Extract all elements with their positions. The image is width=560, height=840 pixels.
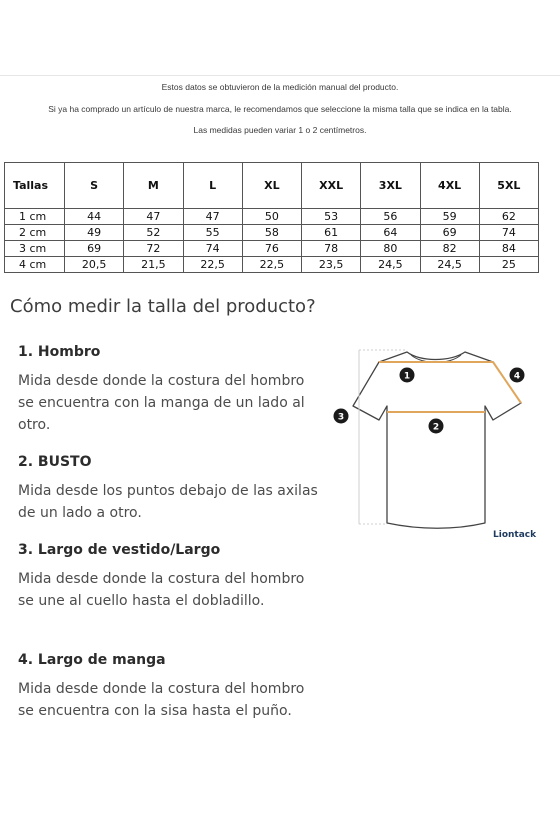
table-cell: 21,5: [124, 257, 183, 273]
header-cell: Tallas: [5, 163, 65, 209]
table-cell: 24,5: [420, 257, 479, 273]
table-cell: 74: [479, 225, 538, 241]
size-table: [4, 162, 539, 273]
table-cell: 82: [420, 241, 479, 257]
marker-1: [400, 368, 415, 383]
table-cell: 61: [302, 225, 361, 241]
table-cell: 3 cm: [5, 241, 65, 257]
table-row: [5, 257, 539, 273]
table-cell: 23,5: [302, 257, 361, 273]
marker-2: [429, 419, 444, 434]
table-cell: 2 cm: [5, 225, 65, 241]
brand-label: Liontack: [493, 530, 537, 540]
header-cell: XXL: [302, 163, 361, 209]
table-cell: 58: [242, 225, 301, 241]
header-cell: L: [183, 163, 242, 209]
svg-text:2: 2: [432, 422, 440, 433]
header-cell: XL: [242, 163, 301, 209]
step-length-text: Mida desde donde la costura del hombro se une al cuello hasta el dobladillo.: [18, 571, 305, 609]
table-cell: 55: [183, 225, 242, 241]
table-cell: 4 cm: [5, 257, 65, 273]
table-cell: 62: [479, 209, 538, 225]
table-cell: 69: [420, 225, 479, 241]
svg-text:3: 3: [337, 412, 345, 423]
table-cell: 20,5: [65, 257, 124, 273]
header-cell: 4XL: [420, 163, 479, 209]
svg-text:4: 4: [513, 371, 521, 382]
svg-text:1: 1: [403, 371, 411, 382]
table-cell: 69: [65, 241, 124, 257]
table-cell: 24,5: [361, 257, 420, 273]
step-bust-title: 2. BUSTO: [18, 454, 92, 470]
table-cell: 72: [124, 241, 183, 257]
table-row: [5, 241, 539, 257]
table-cell: 64: [361, 225, 420, 241]
table-cell: 80: [361, 241, 420, 257]
table-cell: 47: [124, 209, 183, 225]
table-cell: 1 cm: [5, 209, 65, 225]
header-cell: S: [65, 163, 124, 209]
marker-4: [510, 368, 525, 383]
table-cell: 53: [302, 209, 361, 225]
table-cell: 56: [361, 209, 420, 225]
table-cell: 78: [302, 241, 361, 257]
table-cell: 76: [242, 241, 301, 257]
tshirt-measurement-diagram: [325, 340, 540, 545]
table-cell: 74: [183, 241, 242, 257]
table-row: [5, 209, 539, 225]
marker-3: [334, 409, 349, 424]
step-length-title: 3. Largo de vestido/Largo: [18, 542, 221, 558]
table-cell: 22,5: [183, 257, 242, 273]
step-shoulder-title: 1. Hombro: [18, 344, 101, 360]
table-cell: 44: [65, 209, 124, 225]
table-cell: 22,5: [242, 257, 301, 273]
note-measurement-source: Estos datos se obtuvieron de la medición manual del producto.: [161, 82, 399, 92]
top-divider: [0, 75, 560, 76]
step-shoulder-text: Mida desde donde la costura del hombro se encuentra con la manga de un lado al otro.: [18, 373, 305, 433]
table-cell: 84: [479, 241, 538, 257]
step-sleeve-text: Mida desde donde la costura del hombro se encuentra con la sisa hasta el puño.: [18, 681, 305, 719]
table-cell: 25: [479, 257, 538, 273]
tshirt-outline: [353, 352, 521, 528]
guide-title: Cómo medir la talla del producto?: [10, 296, 316, 317]
header-cell: 5XL: [479, 163, 538, 209]
tshirt-measurement-icon: [325, 340, 540, 545]
table-cell: 47: [183, 209, 242, 225]
note-variation: Las medidas pueden variar 1 o 2 centímetros.: [193, 125, 367, 135]
table-cell: 59: [420, 209, 479, 225]
table-cell: 49: [65, 225, 124, 241]
table-cell: 52: [124, 225, 183, 241]
step-sleeve-title: 4. Largo de manga: [18, 652, 166, 668]
step-bust-text: Mida desde los puntos debajo de las axilas de un lado a otro.: [18, 483, 318, 521]
table-cell: 50: [242, 209, 301, 225]
table-row: [5, 225, 539, 241]
note-size-recommendation: Si ya ha comprado un artículo de nuestra marca, le recomendamos que seleccione la misma talla que se indica en la tabla.: [48, 104, 512, 114]
header-cell: 3XL: [361, 163, 420, 209]
size-table-header-row: [5, 163, 539, 209]
header-cell: M: [124, 163, 183, 209]
